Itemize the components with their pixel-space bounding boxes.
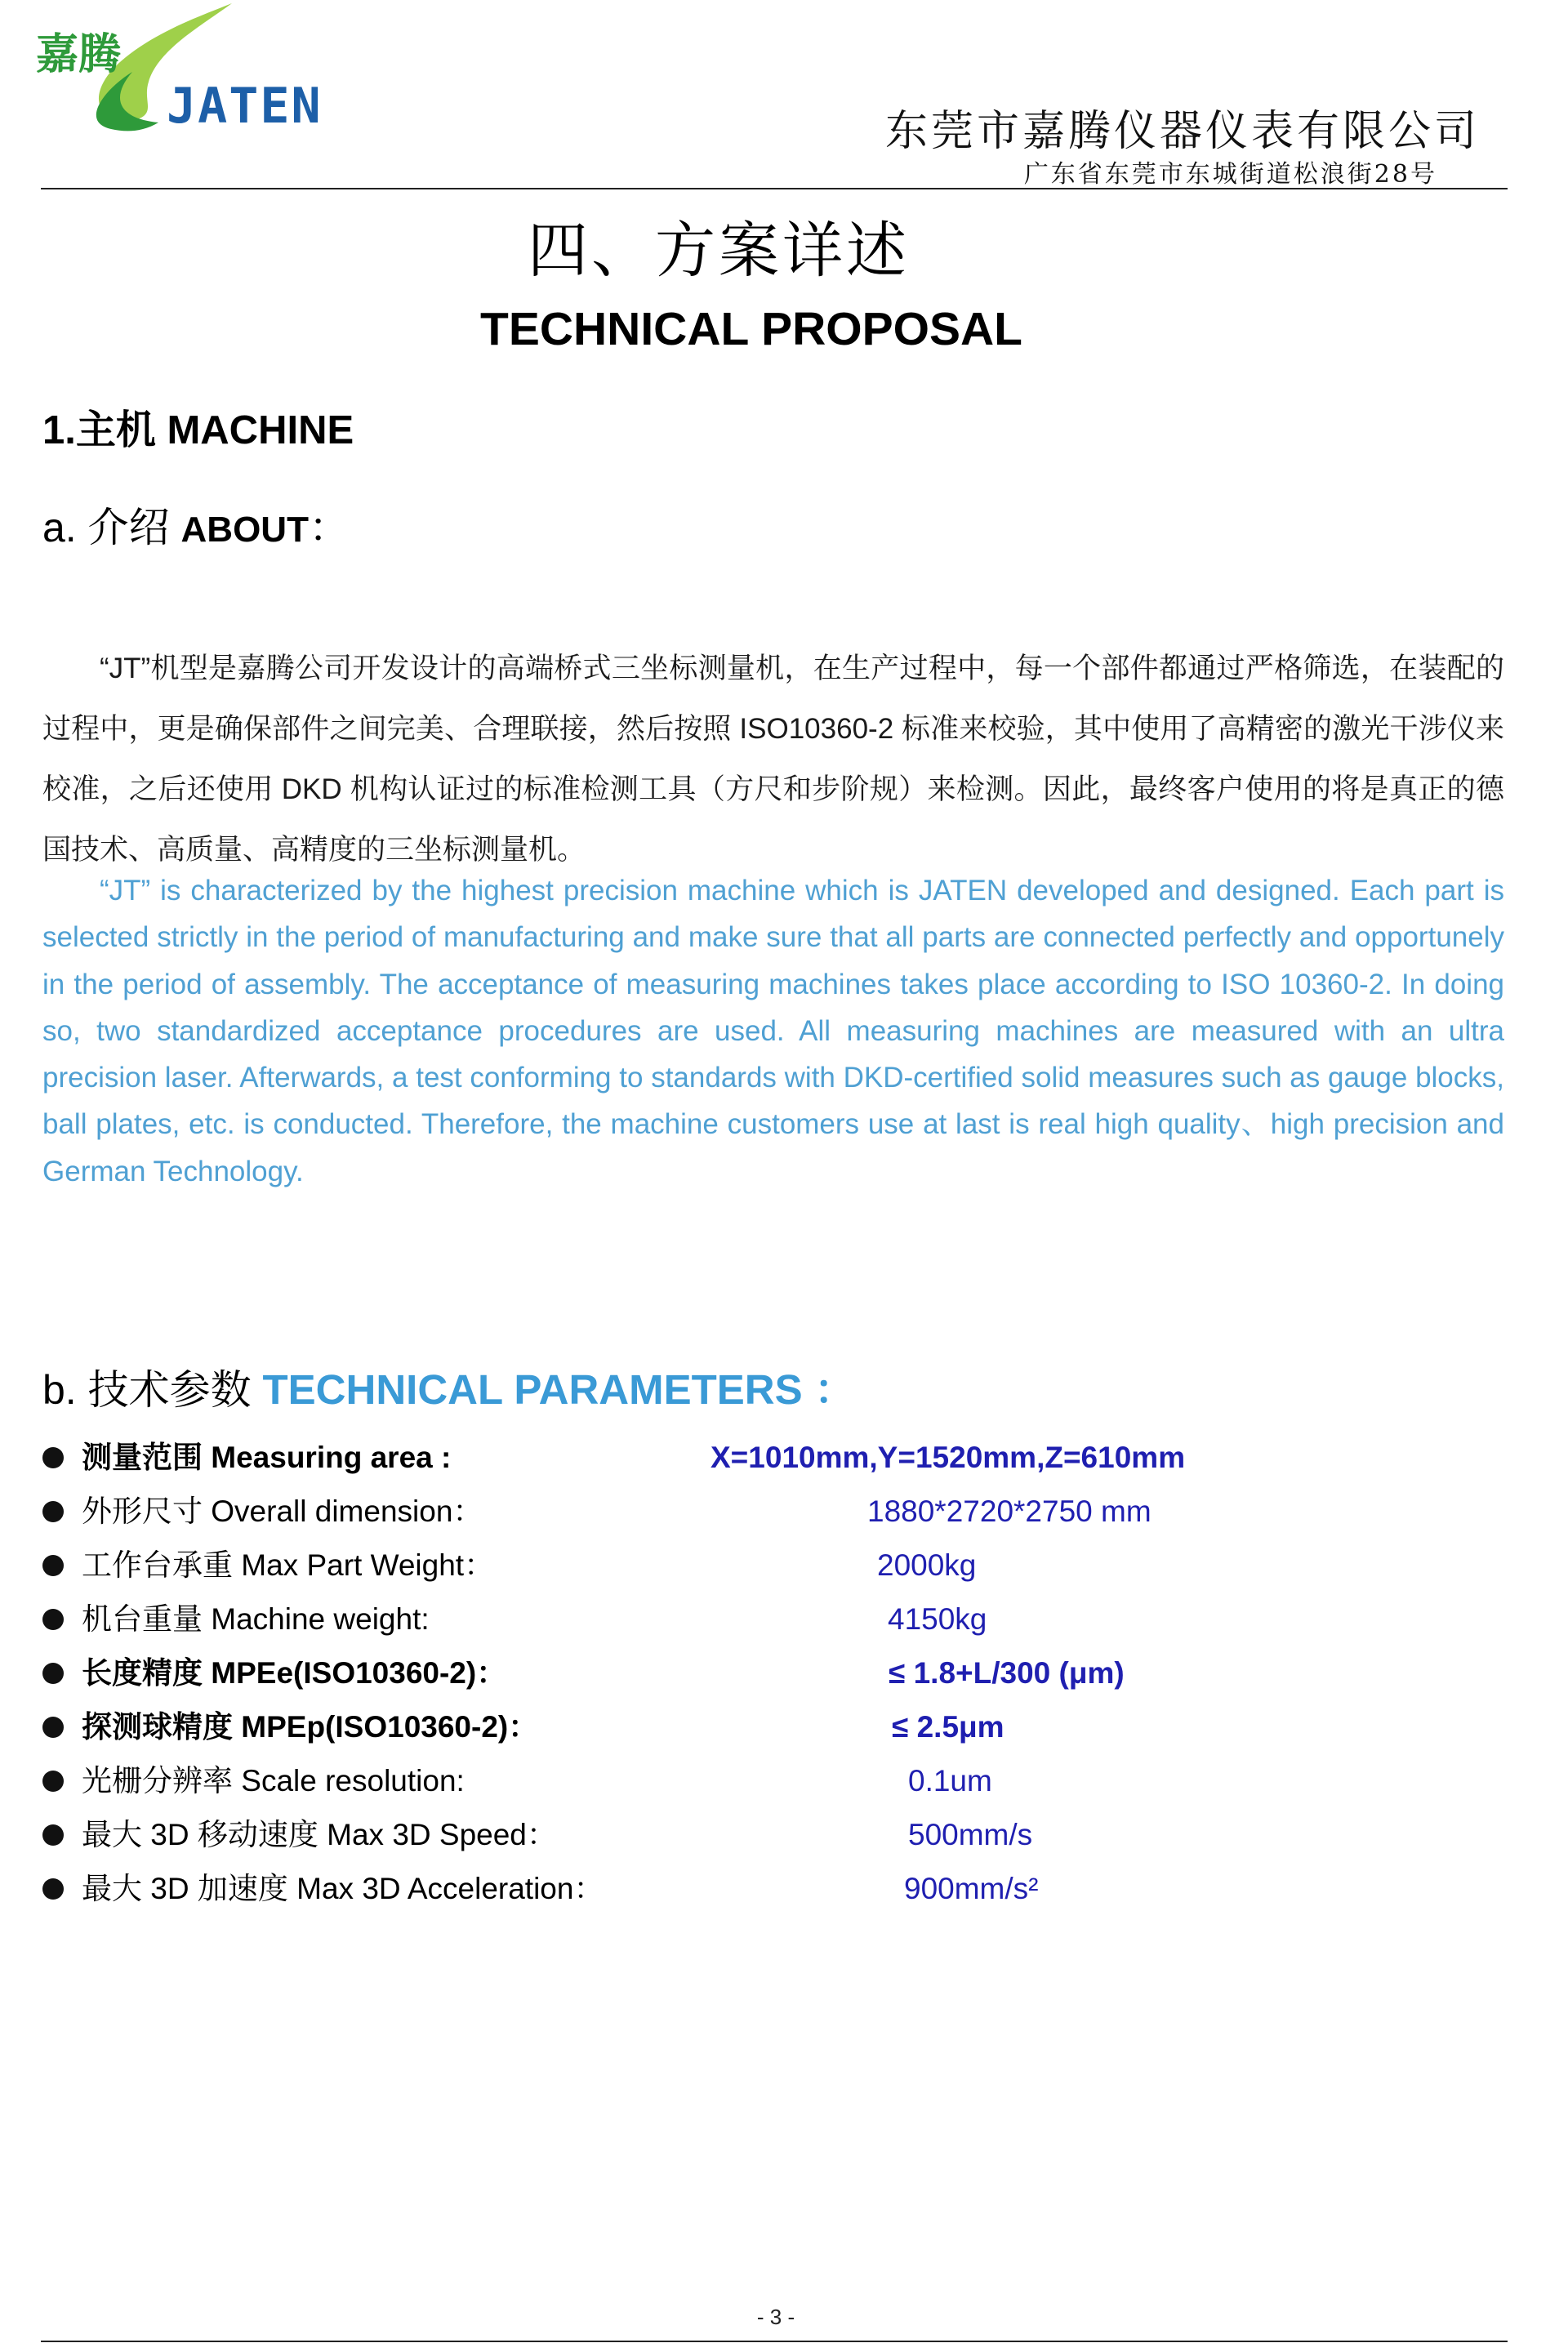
parameter-value: 0.1um [908, 1764, 992, 1797]
parameter-row [42, 1754, 1431, 1808]
intro-paragraph-en [42, 867, 1504, 1195]
parameter-row [42, 1592, 1431, 1646]
parameter-label: 测量范围 Measuring area : [82, 1441, 452, 1474]
bullet-icon [42, 1824, 64, 1846]
parameter-value: 4150kg [888, 1602, 987, 1636]
parameter-value: 2000kg [877, 1548, 977, 1582]
subsection-a-title-en: ABOUT [180, 510, 309, 550]
logo-text-cn: 嘉腾 [36, 30, 122, 79]
bullet-icon [42, 1555, 64, 1576]
parameter-value: 500mm/s [908, 1818, 1033, 1851]
parameter-row [42, 1485, 1431, 1539]
subsection-heading-about [42, 495, 350, 554]
bullet-icon [42, 1609, 64, 1630]
bullet-icon [42, 1717, 64, 1738]
company-name: 东莞市嘉腾仪器仪表有限公司 [884, 107, 1480, 156]
parameter-label: 机台重量 Machine weight: [82, 1602, 430, 1636]
parameter-row [42, 1539, 1431, 1592]
parameter-row [42, 1700, 1431, 1754]
parameter-value: ≤ 1.8+L/300 (μm) [889, 1656, 1125, 1690]
parameter-value: 900mm/s² [904, 1872, 1039, 1905]
footer-divider [41, 2341, 1508, 2342]
header-divider [41, 188, 1508, 189]
intro-text-cn: “JT”机型是嘉腾公司开发设计的高端桥式三坐标测量机，在生产过程中，每一个部件都通过严格筛选，在装配的过程中，更是确保部件之间完美、合理联接，然后按照 ISO10360-2 标准来校验，其中使用了高精密的激光干涉仪来校准，之后还使用 DKD 机构认证过的标准检测工具（方尺和步阶规）来检测。因此，最终客户使用的将是真正的德国技术、高质量、高精度的三坐标测量机。 [42, 653, 1504, 866]
parameter-value: X=1010mm,Y=1520mm,Z=610mm [710, 1441, 1186, 1474]
subsection-a-title-cn: 介绍 [87, 505, 170, 550]
parameter-label: 工作台承重 Max Part Weight： [82, 1548, 495, 1582]
subsection-a-suffix: ： [308, 505, 350, 550]
subsection-a-label: a. [42, 505, 77, 550]
subsection-heading-parameters [42, 1356, 856, 1416]
subsection-b-title-en: TECHNICAL PARAMETERS ： [262, 1366, 856, 1413]
parameter-value: 1880*2720*2750 mm [867, 1494, 1152, 1528]
page-title-en: TECHNICAL PROPOSAL [480, 303, 1022, 355]
company-address: 广东省东莞市东城街道松浪街28号 [1023, 160, 1437, 189]
parameter-label: 长度精度 MPEe(ISO10360-2)： [82, 1656, 507, 1690]
parameter-value: ≤ 2.5μm [892, 1710, 1004, 1744]
jaten-logo [36, 0, 346, 143]
parameter-row [42, 1431, 1431, 1485]
page-title-cn: 四、方案详述 [528, 216, 910, 286]
parameter-list [0, 1431, 1568, 1953]
parameter-row [42, 1862, 1431, 1916]
logo-text-en: JATEN [167, 78, 323, 135]
bullet-icon [42, 1663, 64, 1684]
parameter-label: 光栅分辨率 Scale resolution: [82, 1764, 465, 1797]
page-number: - 3 - [756, 2305, 795, 2329]
parameter-label: 外形尺寸 Overall dimension： [82, 1494, 483, 1528]
intro-paragraph-cn [42, 639, 1504, 880]
parameter-label: 最大 3D 加速度 Max 3D Acceleration： [82, 1872, 604, 1905]
parameter-row [42, 1646, 1431, 1700]
intro-text-en: “JT” is characterized by the highest precision machine which is JATEN developed and designed. Each part is selected strictly in the period of manufacturing and make sure that all parts are connected perfectly and opportunely in the period of assembly. The acceptance of measuring machines takes place according to ISO 10360-2. In doing so, two standardized acceptance procedures are used. All measuring machines are measured with an ultra precision laser. Afterwards, a test conforming to standards with DKD-certified solid measures such as gauge blocks, ball plates, etc. is conducted. Therefore, the machine customers use at last is real high quality、high precision and German Technology. [42, 875, 1504, 1187]
parameter-label: 探测球精度 MPEp(ISO10360-2)： [82, 1710, 539, 1744]
subsection-b-label: b. [42, 1367, 77, 1413]
parameter-label: 最大 3D 移动速度 Max 3D Speed： [82, 1818, 557, 1851]
parameter-row [42, 1808, 1431, 1862]
bullet-icon [42, 1771, 64, 1792]
bullet-icon [42, 1501, 64, 1522]
subsection-b-title-cn: 技术参数 [87, 1366, 252, 1414]
bullet-icon [42, 1447, 64, 1468]
bullet-icon [42, 1878, 64, 1900]
section-heading-machine: 1.主机 MACHINE [42, 408, 354, 452]
